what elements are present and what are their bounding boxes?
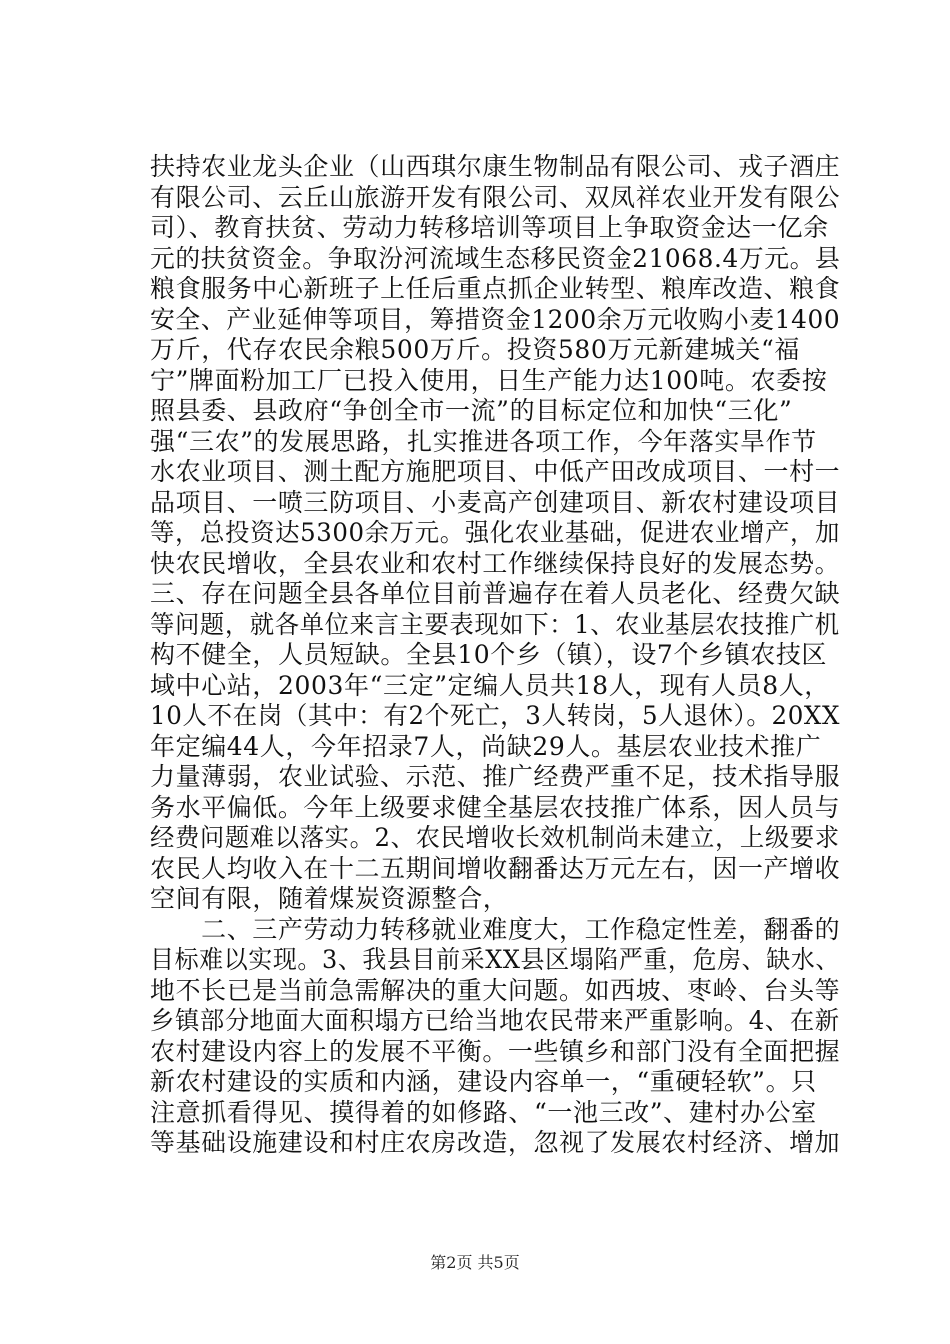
page-footer: 第2页 共5页 (430, 1253, 520, 1272)
text-line: 力量薄弱，农业试验、示范、推广经费严重不足，技术指导服 (150, 762, 841, 791)
text-line: 元的扶贫资金。争取汾河流域生态移民资金21068.4万元。县 (150, 243, 841, 273)
text-line: 二、三产劳动力转移就业难度大，工作稳定性差，翻番的 (150, 914, 841, 944)
text-line: 品项目、一喷三防项目、小麦高产创建项目、新农村建设项目 (150, 487, 841, 517)
text-line: 司）、教育扶贫、劳动力转移培训等项目上争取资金达一亿余 (150, 213, 829, 242)
text-line: 水农业项目、测土配方施肥项目、中低产田改成项目、一村一 (150, 457, 841, 486)
text-line: 农村建设内容上的发展不平衡。一些镇乡和部门没有全面把握 (150, 1036, 841, 1066)
text-line: 目标难以实现。3、我县目前采XX县区塌陷严重，危房、缺水、 (150, 945, 840, 974)
text-line: 新农村建设的实质和内涵，建设内容单一，“重硬轻软”。只 (150, 1067, 817, 1096)
text-line: 等基础设施建设和村庄农房改造，忽视了发展农村经济、增加 (150, 1128, 841, 1157)
text-line: 农民人均收入在十二五期间增收翻番达万元左右，因一产增收 (150, 853, 841, 883)
text-line: 乡镇部分地面大面积塌方已给当地农民带来严重影响。4、在新 (150, 1006, 840, 1035)
text-line: 有限公司、云丘山旅游开发有限公司、双凤祥农业开发有限公 (150, 182, 841, 212)
text-line: 照县委、县政府“争创全市一流”的目标定位和加快“三化” (150, 396, 793, 425)
text-line: 等问题，就各单位来言主要表现如下：1、农业基层农技推广机 (150, 609, 840, 639)
text-line: 三、存在问题全县各单位目前普遍存在着人员老化、经费欠缺 (150, 579, 841, 608)
text-line: 地不长已是当前急需解决的重大问题。如西坡、枣岭、台头等 (150, 975, 841, 1005)
text-line: 扶持农业龙头企业（山西琪尔康生物制品有限公司、戎子酒庄 (150, 152, 841, 181)
text-line: 宁”牌面粉加工厂已投入使用，日生产能力达100吨。农委按 (150, 365, 828, 395)
text-line: 10人不在岗（其中：有2个死亡，3人转岗，5人退休）。20XX (150, 701, 841, 730)
text-line: 经费问题难以落实。2、农民增收长效机制尚未建立，上级要求 (150, 823, 840, 852)
text-line: 空间有限，随着煤炭资源整合， (150, 884, 509, 913)
body-text (150, 152, 840, 1159)
text-line: 快农民增收，全县农业和农村工作继续保持良好的发展态势。 (150, 548, 841, 578)
text-line: 安全、产业延伸等项目，筹措资金1200余万元收购小麦1400 (150, 304, 841, 334)
text-line: 注意抓看得见、摸得着的如修路、“一池三改”、建村办公室 (150, 1097, 817, 1127)
text-line: 强“三农”的发展思路，扎实推进各项工作，今年落实旱作节 (150, 426, 817, 456)
text-line: 务水平偏低。今年上级要求健全基层农技推广体系，因人员与 (150, 792, 841, 822)
text-line: 万斤，代存农民余粮500万斤。投资580万元新建城关“福 (150, 335, 801, 364)
text-line: 年定编44人，今年招录7人，尚缺29人。基层农业技术推广 (150, 731, 822, 761)
text-line: 域中心站，2003年“三定”定编人员共18人，现有人员8人， (150, 670, 830, 700)
text-line: 构不健全，人员短缺。全县10个乡（镇），设7个乡镇农技区 (150, 640, 828, 669)
text-line: 等，总投资达5300余万元。强化农业基础，促进农业增产，加 (150, 518, 841, 547)
text-line: 粮食服务中心新班子上任后重点抓企业转型、粮库改造、粮食 (150, 274, 841, 303)
